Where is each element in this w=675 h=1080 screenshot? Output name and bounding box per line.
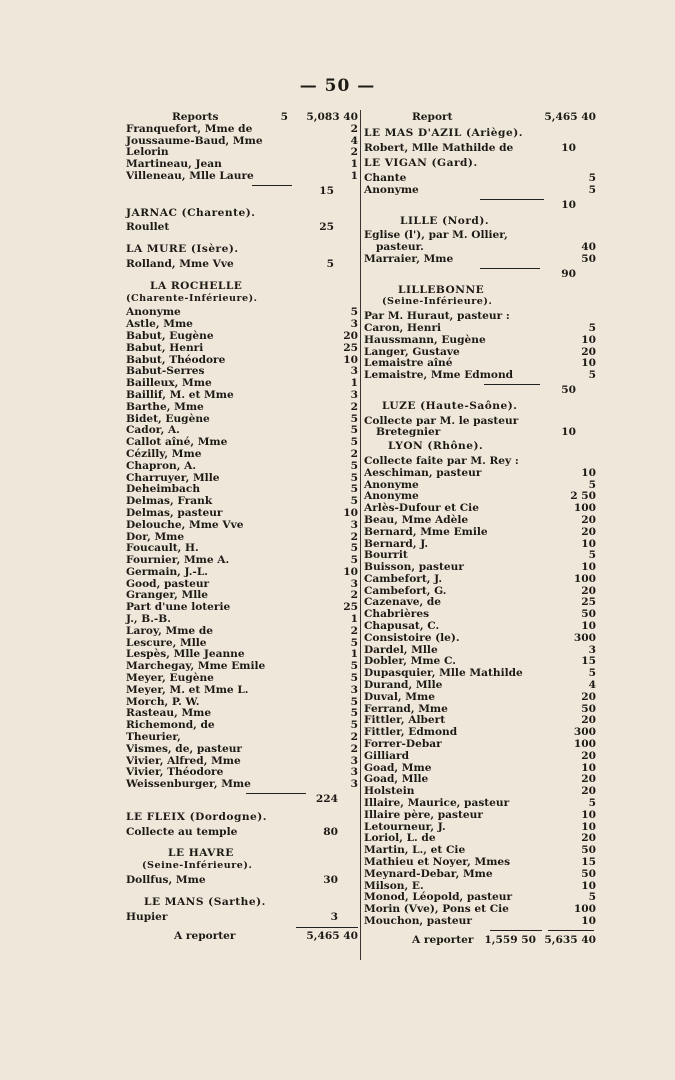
entry-amount: 5	[350, 695, 358, 708]
entry-amount: 5	[350, 495, 358, 508]
list-item	[364, 869, 596, 881]
entry-name: Bernard, Mme Emile	[364, 525, 488, 538]
luze-line2-row	[364, 427, 596, 439]
entry-name: Morin (Vve), Pons et Cie	[364, 903, 509, 916]
luze-line2: Bretegnier	[376, 426, 441, 439]
entry-amount: 20	[581, 584, 596, 597]
entry-name: Richemond, de	[126, 719, 215, 732]
list-item	[364, 185, 596, 197]
entry-name: Babut, Henri	[126, 341, 204, 354]
entry-amount: 50	[581, 867, 596, 880]
lehavre-subheading: (Seine-Inférieure).	[142, 860, 253, 872]
entry-name: Holstein	[364, 785, 415, 798]
entry-amount: 10	[581, 915, 596, 927]
entry-name: Lemaistre, Mme Edmond	[364, 369, 514, 382]
entry-name: Charruyer, Mlle	[126, 471, 220, 484]
entry-amount: 5	[350, 412, 358, 425]
lille-list	[364, 230, 596, 265]
entry-name: Letourneur, J.	[364, 820, 446, 833]
rochelle-subheading: (Charente-Inférieure).	[126, 292, 258, 304]
masazil-row	[364, 143, 596, 155]
left-column	[126, 112, 358, 943]
entry-name: Marchegay, Mme Emile	[126, 660, 266, 673]
entry-name: Rasteau, Mme	[126, 707, 212, 720]
entry-amount: 2	[350, 589, 358, 602]
entry-name: Cambefort, G.	[364, 584, 447, 597]
entry-amount: 20	[343, 329, 358, 342]
lehavre-sum: 30	[323, 874, 338, 887]
entry-amount: 20	[581, 714, 596, 727]
entry-amount: 2	[350, 447, 358, 460]
list-item	[364, 335, 596, 347]
entry-amount: 3	[350, 778, 358, 791]
entry-name: Babut-Serres	[126, 365, 205, 378]
list-item	[126, 171, 358, 183]
right-footer-row	[364, 935, 596, 947]
entry-amount: 5	[588, 172, 596, 185]
list-item	[126, 124, 358, 136]
entry-name: Meyer, M. et Mme L.	[126, 683, 249, 696]
list-item	[364, 916, 596, 928]
entry-name: Germain, J.-L.	[126, 565, 208, 578]
lamure-name: Rolland, Mme Vve	[126, 257, 234, 270]
entry-name: Milson, E.	[364, 879, 424, 892]
entry-name: Fittler, Albert	[364, 714, 446, 727]
entry-amount: 5	[588, 891, 596, 904]
left-group1-list	[126, 124, 358, 183]
vigan-heading: LE VIGAN (Gard).	[364, 157, 478, 170]
entry-name: Goad, Mlle	[364, 773, 429, 786]
entry-name: Vismes, de, pasteur	[126, 742, 242, 755]
lefleix-name: Collecte au temple	[126, 825, 238, 838]
entry-name: Astle, Mme	[126, 318, 193, 331]
entry-name: Caron, Henri	[364, 321, 442, 334]
entry-amount: 15	[581, 655, 596, 668]
entry-name: Delmas, Frank	[126, 495, 213, 508]
vigan-list	[364, 173, 596, 197]
entry-name: Cézilly, Mme	[126, 447, 202, 460]
report-sum: 5,465 40	[544, 111, 596, 123]
left-footer-label: A reporter	[174, 930, 236, 943]
entry-name: Meynard-Debar, Mme	[364, 867, 493, 880]
entry-amount: 3	[350, 683, 358, 696]
entry-amount: 5	[350, 554, 358, 567]
entry-name: Babut, Théodore	[126, 353, 226, 366]
entry-amount: 10	[581, 561, 596, 574]
entry-amount: 100	[573, 502, 596, 515]
entry-amount: 4	[350, 134, 358, 147]
entry-amount: 10	[343, 565, 358, 578]
entry-name: Consistoire (le).	[364, 631, 460, 644]
entry-amount: 3	[588, 643, 596, 656]
entry-name: Joussaume-Baud, Mme	[126, 134, 263, 147]
right-footer-amount: 1,559 50	[484, 933, 536, 946]
list-item	[364, 254, 596, 266]
entry-name: Eglise (l'), par M. Ollier,	[364, 229, 508, 242]
list-item	[126, 567, 358, 579]
entry-amount: 300	[573, 726, 596, 739]
entry-amount: 20	[581, 690, 596, 703]
entry-amount: 2	[350, 400, 358, 413]
lyon-list	[364, 468, 596, 928]
entry-name: Bernard, J.	[364, 537, 429, 550]
lyon-heading: LYON (Rhône).	[388, 440, 484, 453]
entry-name: Granger, Mlle	[126, 589, 209, 602]
entry-name: Lescure, Mlle	[126, 636, 207, 649]
entry-amount: 2	[350, 731, 358, 744]
entry-name: Fournier, Mme A.	[126, 554, 230, 567]
entry-amount: 5	[350, 424, 358, 437]
entry-name: Martin, L., et Cie	[364, 844, 466, 857]
entry-amount: 1	[350, 613, 358, 626]
footer-rule	[490, 930, 542, 931]
list-item	[126, 626, 358, 638]
entry-name: Baillif, M. et Mme	[126, 388, 234, 401]
list-item	[126, 390, 358, 402]
lillebonne-total: 50	[561, 383, 576, 396]
list-item	[364, 810, 596, 822]
rochelle-total: 224	[315, 793, 338, 806]
entry-amount: 3	[350, 388, 358, 401]
entry-name: Franquefort, Mme de	[126, 122, 253, 135]
report-label: Report	[412, 111, 453, 123]
entry-amount: 25	[581, 596, 596, 609]
entry-name: Arlès-Dufour et Cie	[364, 502, 479, 515]
entry-name: Laroy, Mme de	[126, 624, 213, 637]
entry-amount: 5	[350, 636, 358, 649]
entry-amount: 1	[350, 377, 358, 390]
luze-sum: 10	[561, 426, 576, 439]
lefleix-row	[126, 827, 358, 839]
luze-line1: Collecte par M. le pasteur	[364, 414, 519, 427]
entry-amount: 50	[581, 702, 596, 715]
entry-name: Lespès, Mlle Jeanne	[126, 648, 245, 661]
entry-amount: 50	[581, 252, 596, 265]
lille-total: 90	[561, 267, 576, 280]
entry-name: Villeneau, Mlle Laure	[126, 169, 254, 182]
entry-amount: 5	[588, 797, 596, 810]
list-item	[126, 402, 358, 414]
entry-name: Forrer-Debar	[364, 738, 442, 751]
jarnac-row	[126, 222, 358, 234]
lillebonne-subheading: (Seine-Inférieure).	[382, 296, 493, 308]
list-item	[364, 468, 596, 480]
entry-name: Goad, Mme	[364, 761, 432, 774]
left-footer-row	[126, 931, 358, 943]
list-item	[126, 779, 358, 791]
entry-name: Weissenburger, Mme	[126, 778, 251, 791]
list-item	[364, 692, 596, 704]
entry-name: Meyer, Eugène	[126, 672, 214, 685]
entry-name: Chapusat, C.	[364, 620, 440, 633]
entry-name: Buisson, pasteur	[364, 561, 464, 574]
entry-amount: 5	[588, 667, 596, 680]
entry-name: Good, pasteur	[126, 577, 210, 590]
entry-name: Durand, Mlle	[364, 679, 443, 692]
lefleix-sum: 80	[323, 825, 338, 838]
footer-rule	[548, 930, 594, 931]
entry-amount: 5	[350, 483, 358, 496]
entry-name: Marraier, Mme	[364, 252, 454, 265]
list-item	[126, 744, 358, 756]
entry-name: Mouchon, pasteur	[364, 915, 472, 927]
report-row	[364, 112, 596, 124]
list-item	[126, 520, 358, 532]
entry-name: Dupasquier, Mlle Mathilde	[364, 667, 523, 680]
masazil-sum: 10	[561, 141, 576, 154]
entry-amount: 10	[581, 808, 596, 821]
entry-amount: 300	[573, 631, 596, 644]
reports-amount: 5	[280, 111, 288, 123]
entry-name: Illaire père, pasteur	[364, 808, 483, 821]
lemans-heading: LE MANS (Sarthe).	[144, 895, 266, 908]
entry-name: Anonyme	[126, 306, 181, 319]
list-item	[126, 508, 358, 520]
entry-name: Bailleux, Mme	[126, 377, 212, 390]
entry-amount: 1	[350, 158, 358, 171]
entry-name: Cador, A.	[126, 424, 180, 437]
entry-name: Callot aîné, Mme	[126, 436, 228, 449]
entry-name: Delmas, pasteur	[126, 506, 223, 519]
list-item	[126, 449, 358, 461]
entry-name: Part d'une loterie	[126, 601, 231, 614]
entry-amount: 2	[350, 530, 358, 543]
entry-amount: 5	[588, 321, 596, 334]
entry-name: Foucault, H.	[126, 542, 199, 555]
lefleix-heading: LE FLEIX (Dordogne).	[126, 810, 267, 823]
entry-amount: 4	[588, 679, 596, 692]
entry-amount: 10	[581, 820, 596, 833]
entry-amount: 5	[588, 369, 596, 382]
entry-name: Fittler, Edmond	[364, 726, 458, 739]
entry-name: Anonyme	[364, 478, 419, 491]
entry-name: Mathieu et Noyer, Mmes	[364, 856, 511, 869]
entry-amount: 10	[343, 353, 358, 366]
entry-name: Monod, Léopold, pasteur	[364, 891, 513, 904]
entry-name: Dobler, Mme C.	[364, 655, 456, 668]
lillebonne-list	[364, 323, 596, 382]
list-item	[364, 515, 596, 527]
entry-amount: 2	[350, 122, 358, 135]
entry-name: Babut, Eugène	[126, 329, 214, 342]
entry-amount: 5	[350, 306, 358, 319]
entry-amount: 10	[581, 761, 596, 774]
entry-amount: 20	[581, 525, 596, 538]
reports-label: Reports	[172, 111, 219, 123]
entry-amount: 10	[581, 879, 596, 892]
entry-amount: 2	[350, 624, 358, 637]
entry-name: Vivier, Théodore	[126, 766, 224, 779]
left-footer-sum: 5,465 40	[306, 930, 358, 943]
entry-name: Duval, Mme	[364, 690, 435, 703]
entry-name: Chante	[364, 172, 407, 185]
entry-amount: 25	[343, 601, 358, 614]
right-footer-label: A reporter	[412, 933, 474, 946]
entry-amount: 10	[581, 333, 596, 346]
entry-amount: 20	[581, 513, 596, 526]
entry-amount: 20	[581, 832, 596, 845]
luze-heading: LUZE (Haute-Saône).	[382, 399, 518, 412]
list-item	[126, 685, 358, 697]
entry-name: Martineau, Jean	[126, 158, 222, 171]
list-item	[364, 633, 596, 645]
entry-amount: 20	[581, 785, 596, 798]
entry-name: Barthe, Mme	[126, 400, 204, 413]
entry-amount: 10	[581, 620, 596, 633]
lemans-sum: 3	[330, 910, 338, 923]
entry-amount: 1	[350, 648, 358, 661]
lehavre-heading: LE HAVRE	[168, 847, 234, 860]
entry-amount: 2	[350, 742, 358, 755]
vigan-total: 10	[561, 198, 576, 211]
entry-name: Anonyme	[364, 490, 419, 503]
entry-amount: 5	[350, 672, 358, 685]
entry-amount: 20	[581, 345, 596, 358]
lillebonne-intro: Par M. Huraut, pasteur :	[364, 310, 510, 323]
lehavre-row	[126, 875, 358, 887]
entry-amount: 3	[350, 318, 358, 331]
entry-amount: 10	[581, 357, 596, 370]
entry-amount: 5	[350, 471, 358, 484]
entry-name: Aeschiman, pasteur	[364, 466, 482, 479]
entry-name: J., B.-B.	[126, 613, 171, 626]
entry-amount: 3	[350, 518, 358, 531]
entry-amount: 20	[581, 773, 596, 786]
entry-amount: 15	[581, 856, 596, 869]
lehavre-name: Dollfus, Mme	[126, 874, 206, 887]
entry-name: Loriol, L. de	[364, 832, 436, 845]
entry-name: Cambefort, J.	[364, 572, 443, 585]
entry-amount: 10	[581, 466, 596, 479]
entry-amount: 50	[581, 844, 596, 857]
entry-amount: 2	[350, 146, 358, 159]
list-item	[364, 574, 596, 586]
entry-amount: 10	[343, 506, 358, 519]
entry-name: Bidet, Eugène	[126, 412, 210, 425]
vigan-total-row	[364, 200, 596, 212]
entry-name: Deheimbach	[126, 483, 201, 496]
lamure-row	[126, 259, 358, 271]
entry-amount: 5	[588, 549, 596, 562]
jarnac-sum: 25	[319, 221, 334, 234]
list-item	[364, 370, 596, 382]
entry-amount: 3	[350, 577, 358, 590]
entry-amount: 5	[350, 459, 358, 472]
group1-total: 15	[319, 184, 334, 197]
lemans-name: Hupier	[126, 910, 168, 923]
entry-amount: 5	[350, 542, 358, 555]
entry-name: Haussmann, Eugène	[364, 333, 486, 346]
entry-amount: 100	[573, 903, 596, 916]
jarnac-heading: JARNAC (Charente).	[126, 206, 256, 219]
rochelle-heading: LA ROCHELLE	[150, 279, 243, 292]
entry-name: Lemaistre aîné	[364, 357, 453, 370]
lille-heading: LILLE (Nord).	[400, 214, 490, 227]
entry-name: Morch, P. W.	[126, 695, 200, 708]
entry-name: Cazenave, de	[364, 596, 442, 609]
entry-name: Chapron, A.	[126, 459, 197, 472]
entry-name: Langer, Gustave	[364, 345, 460, 358]
entry-name: Theurier,	[126, 731, 181, 744]
entry-amount: 5	[350, 436, 358, 449]
entry-name: Beau, Mme Adèle	[364, 513, 469, 526]
list-item	[126, 331, 358, 343]
masazil-name: Robert, Mlle Mathilde de	[364, 141, 514, 154]
entry-amount: 40	[581, 241, 596, 254]
entry-amount: 10	[581, 537, 596, 550]
lemans-row	[126, 912, 358, 924]
lillebonne-total-row	[364, 385, 596, 397]
list-item	[126, 461, 358, 473]
entry-amount: 5	[350, 707, 358, 720]
column-divider	[360, 110, 361, 960]
entry-name: Dor, Mme	[126, 530, 185, 543]
lillebonne-heading: LILLEBONNE	[398, 283, 485, 296]
entry-name: Ferrand, Mme	[364, 702, 448, 715]
entry-amount: 100	[573, 572, 596, 585]
entry-amount: 100	[573, 738, 596, 751]
entry-amount: 5	[588, 183, 596, 196]
entry-name: Vivier, Alfred, Mme	[126, 754, 241, 767]
entry-amount: 5	[350, 719, 358, 732]
lamure-heading: LA MURE (Isère).	[126, 243, 239, 256]
list-item	[364, 751, 596, 763]
entry-amount: 5	[350, 660, 358, 673]
jarnac-name: Roullet	[126, 221, 170, 234]
page-number: — 50 —	[299, 76, 376, 96]
entry-name: Illaire, Maurice, pasteur	[364, 797, 510, 810]
entry-name: Delouche, Mme Vve	[126, 518, 244, 531]
entry-amount: 3	[350, 754, 358, 767]
entry-amount: 50	[581, 608, 596, 621]
lefleix-heading-row	[126, 812, 358, 824]
lyon-intro: Collecte faite par M. Rey :	[364, 454, 519, 467]
entry-amount: 25	[343, 341, 358, 354]
rochelle-total-row	[126, 794, 358, 806]
group1-total-row	[126, 186, 358, 198]
lyon-intro-row	[364, 456, 596, 468]
entry-name: pasteur.	[376, 241, 424, 254]
entry-name: Anonyme	[364, 183, 419, 196]
list-item	[126, 343, 358, 355]
entry-name: Dardel, Mlle	[364, 643, 438, 656]
list-item	[364, 527, 596, 539]
lille-total-row	[364, 269, 596, 281]
reports-sum: 5,083 40	[306, 111, 358, 123]
rochelle-list	[126, 307, 358, 791]
entry-amount: 5	[588, 478, 596, 491]
entry-name: Lelorin	[126, 146, 169, 159]
masazil-heading: LE MAS D'AZIL (Ariège).	[364, 126, 523, 139]
entry-name: Bourrit	[364, 549, 408, 562]
right-column	[364, 112, 596, 947]
lamure-sum: 5	[326, 257, 334, 270]
entry-amount: 2 50	[570, 490, 596, 503]
entry-amount: 3	[350, 365, 358, 378]
list-item	[364, 323, 596, 335]
right-footer-sum: 5,635 40	[544, 933, 596, 946]
entry-name: Gilliard	[364, 749, 409, 762]
entry-amount: 20	[581, 749, 596, 762]
entry-name: Chabrières	[364, 608, 430, 621]
entry-amount: 3	[350, 766, 358, 779]
entry-amount: 1	[350, 169, 358, 182]
